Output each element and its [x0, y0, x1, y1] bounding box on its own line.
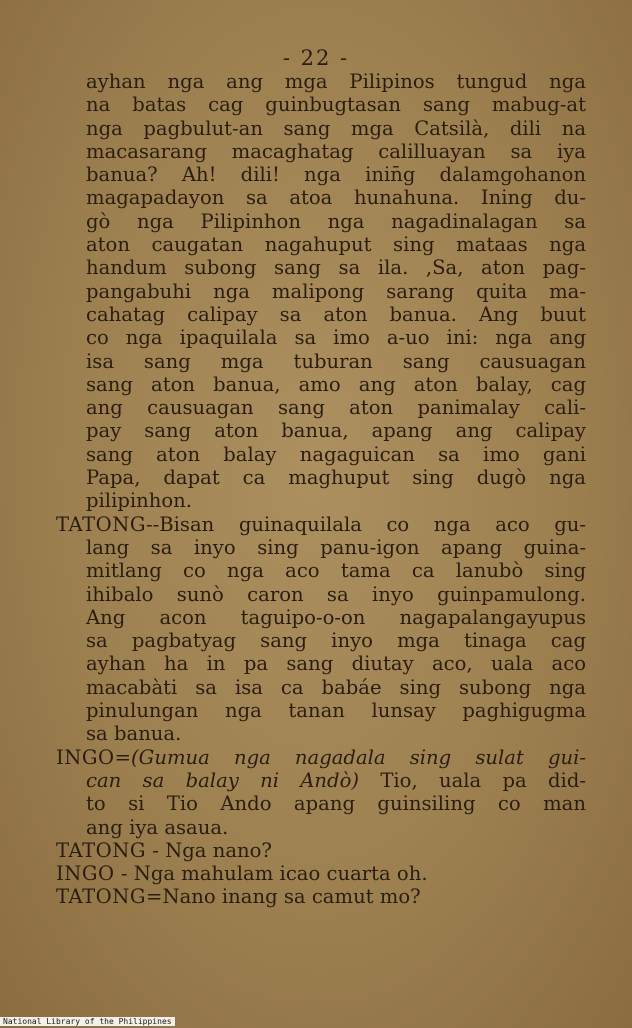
text-line: aton caugatan nagahuput sing mataas nga [86, 233, 586, 257]
speech-text: Tio, uala pa did- [359, 768, 586, 792]
text-line: Papa, dapat ca maghuput sing dugò nga [86, 466, 586, 490]
dialog-line [56, 839, 586, 862]
text-line: pilipinhon. [86, 489, 193, 513]
speech-line: sa pagbatyag sang inyo mga tinaga cag [86, 629, 586, 653]
speech-line: pinulungan nga tanan lunsay paghigugma [86, 699, 586, 723]
speaker-separator: - [114, 862, 128, 886]
speaker-label: INGO [56, 745, 115, 769]
text-line: gò nga Pilipinhon nga nagadinalagan sa [86, 209, 586, 233]
speech-text: Bisan guinaquilala co nga aco gu- [159, 512, 586, 536]
speaker-label: TATONG [56, 512, 147, 536]
speech-line: ihibalo sunò caron sa inyo guinpamulong. [86, 582, 586, 606]
text-line: cahatag calipay sa aton banua. Ang buut [86, 302, 586, 326]
text-line: ayhan nga ang mga Pilipinos tungud nga [86, 70, 586, 93]
speech-text: Nga mahulam icao cuarta oh. [127, 862, 428, 886]
text-line: nga pagbulut-an sang mga Catsilà, dili na [86, 116, 586, 140]
text-line: macasarang macaghatag calilluayan sa iya [86, 139, 586, 163]
speech-line: to si Tio Ando apang guinsiling co man [86, 792, 586, 816]
text-line: isa sang mga tuburan sang causuagan [86, 349, 586, 373]
text-line: banua? Ah! dili! nga inin̄g dalamgohanon [86, 163, 586, 187]
text-line: sang aton balay nagaguican sa imo gani [86, 442, 586, 466]
text-line: co nga ipaquilala sa imo a-uo ini: nga ang [86, 326, 586, 350]
stage-direction-line [56, 746, 586, 769]
text-line: na batas cag guinbugtasan sang mabug-at [86, 93, 586, 117]
stage-direction: can sa balay ni Andò) [86, 768, 360, 792]
text-block [56, 70, 586, 909]
speech-line: Ang acon taguipo-o-on nagapalangayupus [86, 605, 586, 629]
speaker-separator: -- [146, 512, 160, 536]
speech-line: lang sa inyo sing panu-igon apang guina- [86, 535, 586, 559]
speech-line [56, 513, 586, 536]
page-number: - 22 - [282, 46, 350, 70]
stage-direction-line [86, 769, 586, 792]
text-line: handum subong sang sa ila. ,Sa, aton pag- [86, 256, 586, 280]
dialog-line [56, 862, 586, 885]
text-line: ang causuagan sang aton panimalay cali- [86, 396, 586, 420]
speech-line: mitlang co nga aco tama ca lanubò sing [86, 559, 586, 583]
library-credit: National Library of the Philippines [0, 1017, 175, 1026]
text-line: pay sang aton banua, apang ang calipay [86, 419, 586, 443]
dialog-line [56, 885, 586, 908]
speaker-separator: - [146, 838, 159, 862]
speech-line: macabàti sa isa ca babáe sing subong nga [86, 675, 586, 699]
speaker-separator: = [146, 885, 163, 909]
text-line: sang aton banua, amo ang aton balay, cag [86, 372, 586, 396]
speaker-label: INGO [56, 862, 115, 886]
stage-direction: (Gumua nga nagadala sing sulat gui- [131, 745, 586, 769]
speaker-label: TATONG [56, 838, 147, 862]
speech-text: Nga nano? [165, 838, 272, 862]
speech-line: sa banua. [86, 722, 182, 746]
speaker-separator: = [114, 745, 132, 769]
text-line: magapadayon sa atoa hunahuna. Ining du- [86, 186, 586, 210]
speaker-label: TATONG [56, 885, 147, 909]
speech-line: ang iya asaua. [86, 815, 229, 839]
text-line: pangabuhi nga malipong sarang quita ma- [86, 279, 586, 303]
speech-text: Nano inang sa camut mo? [162, 885, 421, 909]
speech-line: ayhan ha in pa sang diutay aco, uala aco [86, 652, 586, 676]
